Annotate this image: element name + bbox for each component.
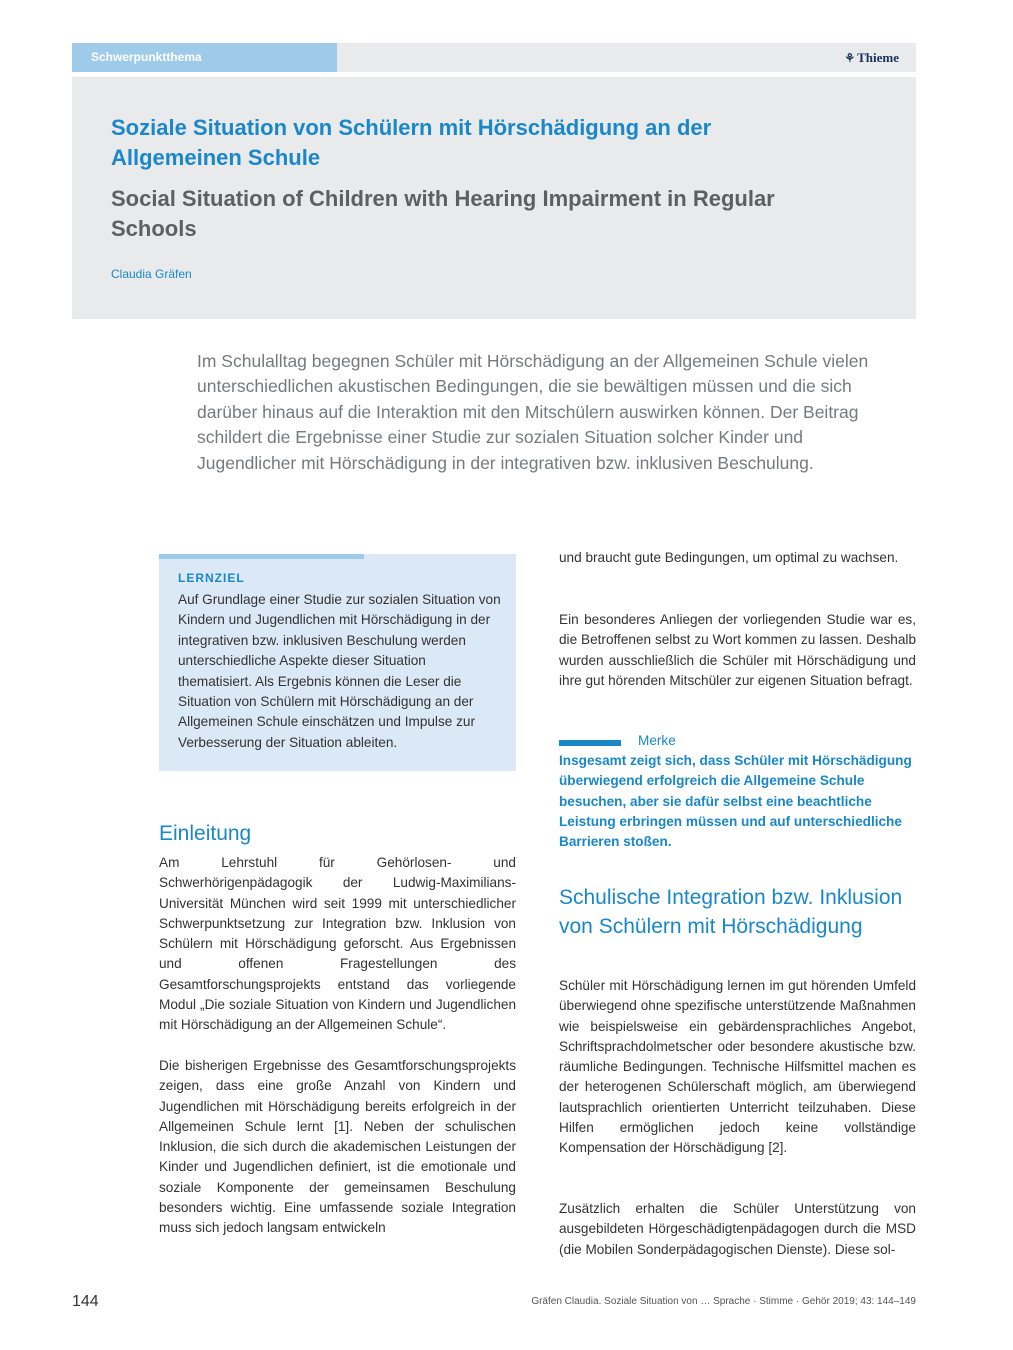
publisher-logo xyxy=(844,43,899,72)
article-title-english: Social Situation of Children with Hearing Impairment in Regular Schools xyxy=(111,186,775,241)
page-number: 144 xyxy=(72,1293,99,1310)
learning-objective-accent-bar xyxy=(159,554,364,559)
section-tag: Schwerpunktthema xyxy=(72,43,337,72)
article-title-german: Soziale Situation von Schülern mit Hörschädigung an der Allgemeinen Schule xyxy=(111,115,712,170)
right-paragraph-2: Ein besonderes Anliegen der vorliegenden Studie war es, die Betroffenen selbst zu Wort kommen zu lassen. Deshalb wurden ausschließlich die Schüler mit Hörschädigung und ihre gut hörenden Mitschüler zur eigenen Situation befragt. xyxy=(559,612,916,688)
einleitung-paragraph-2: Die bisherigen Ergebnisse des Gesamtforschungsprojekts zeigen, dass eine große Anzahl von Kindern und Jugendlichen mit Hörschädigung bereits erfolgreich in der Allgemeinen Schule lernt [1]. Neben der schulischen Inklusion, die sich durch die akademischen Leistungen der Kinder und Jugendlichen definiert, ist die emotionale und soziale Komponente der gemeinsamen Beschulung besonders wichtig. Eine umfassende soziale Integration muss sich jedoch langsam entwickeln xyxy=(159,1058,516,1236)
merke-label: Merke xyxy=(638,733,676,748)
right-paragraph-1: und braucht gute Bedingungen, um optimal zu wachsen. xyxy=(559,550,899,565)
article-abstract: Im Schulalltag begegnen Schüler mit Hörschädigung an der Allgemeinen Schule vielen unterschiedlichen akustischen Bedingungen, die sie bewältigen müssen und die sich darüber hinaus auf die Interaktion mit den Mitschülern auswirken können. Der Beitrag schildert die Ergebnisse einer Studie zur sozialen Situation solcher Kinder und Jugendlicher mit Hörschädigung in der integrativen bzw. inklusiven Beschulung. xyxy=(197,351,869,473)
einleitung-paragraph-1: Am Lehrstuhl für Gehörlosen- und Schwerhörigenpädagogik der Ludwig-Maximilians-Universität München wird seit 1999 mit unterschiedlicher Schwerpunktsetzung zur Integration bzw. Inklusion von Schülern mit Hörschädigung geforscht. Aus Ergebnissen und offenen Fragestellungen des Gesamtforschungsprojekts entstand das vorliegende Modul „Die soziale Situation von Kindern und Jugendlichen mit Hörschädigung an der Allgemeinen Schule“. xyxy=(159,855,516,1033)
section-heading-einleitung: Einleitung xyxy=(159,822,252,845)
top-banner xyxy=(72,43,916,72)
section-heading-schulische-integration: Schulische Integration bzw. Inklusion von Schülern mit Hörschädigung xyxy=(559,886,903,938)
article-header xyxy=(72,77,916,319)
right-paragraph-3: Schüler mit Hörschädigung lernen im gut hörenden Umfeld überwiegend ohne spezifische unterstützende Maßnahmen wie beispielsweise ein gebärdensprachliches Angebot, Schriftsprachdolmetscher oder besondere akustische bzw. räumliche Bedingungen. Technische Hilfsmittel machen es der heterogenen Schülerschaft möglich, am überwiegend lautsprachlich orientierten Unterricht teilzuhaben. Diese Hilfen ermöglichen jedoch keine vollständige Kompensation der Hörschädigung [2]. xyxy=(559,978,916,1156)
learning-objective-box xyxy=(159,554,516,771)
right-paragraph-4: Zusätzlich erhalten die Schüler Unterstützung von ausgebildeten Hörgeschädigtenpädagogen durch die MSD (die Mobilen Sonderpädagogischen Dienste). Diese sol- xyxy=(559,1201,916,1257)
learning-objective-text: Auf Grundlage einer Studie zur sozialen Situation von Kindern und Jugendlichen mit Hörschädigung in der integrativen bzw. inklusiven Beschulung werden unterschiedliche Aspekte dieser Situation thematisiert. Als Ergebnis können die Leser die Situation von Schülern mit Hörschädigung an der Allgemeinen Schule einschätzen und Impulse zur Verbesserung der Situation ableiten. xyxy=(178,592,501,750)
publisher-name: Thieme xyxy=(857,50,899,65)
footer-citation: Gräfen Claudia. Soziale Situation von … Sprache · Stimme · Gehör 2019; 43: 144–149 xyxy=(531,1296,916,1307)
learning-objective-label: LERNZIEL xyxy=(178,571,245,585)
merke-text: Insgesamt zeigt sich, dass Schüler mit Hörschädigung überwiegend erfolgreich die Allgemeine Schule besuchen, aber sie dafür selbst eine beachtliche Leistung erbringen müssen und auf unterschiedliche Barrieren stoßen. xyxy=(559,753,912,850)
article-author: Claudia Gräfen xyxy=(111,267,192,281)
merke-accent-bar xyxy=(559,740,621,746)
thieme-logo-icon: ⚘ xyxy=(844,51,856,65)
